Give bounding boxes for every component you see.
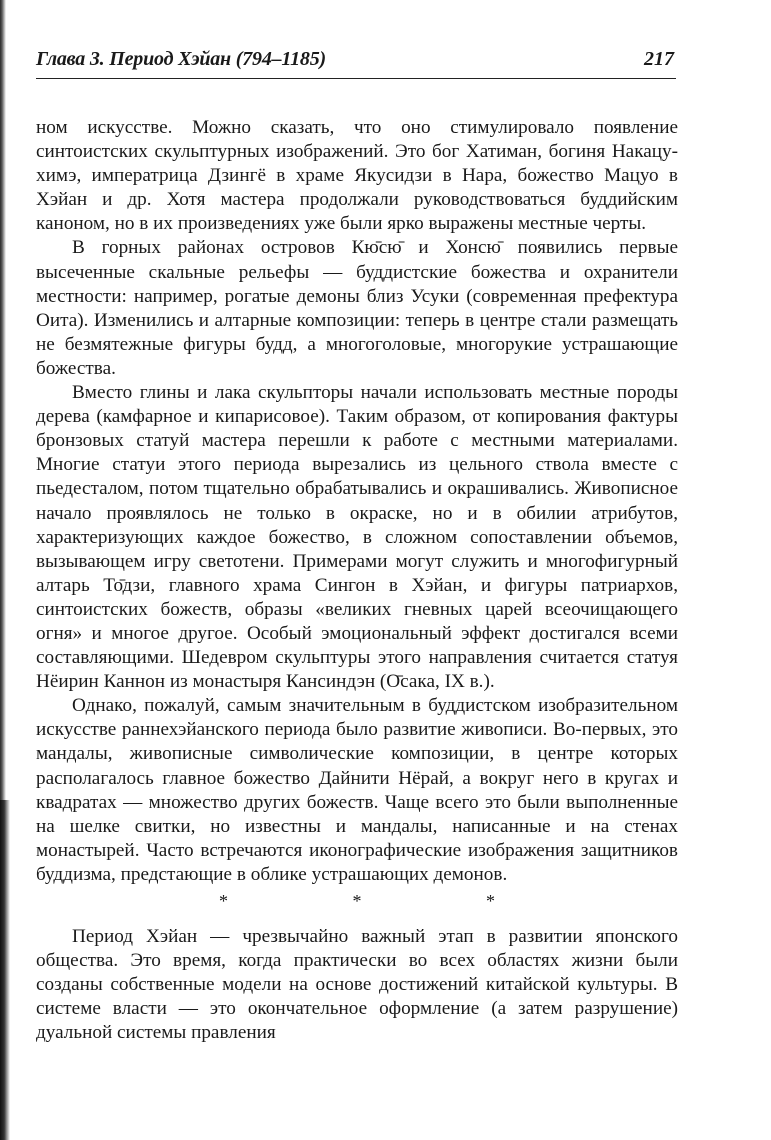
chapter-title: Глава 3. Период Хэйан (794–1185) <box>36 48 326 70</box>
scan-edge-shadow-lower <box>0 800 10 1140</box>
paragraph-5: Период Хэйан — чрезвычайно важный этап в развитии японского общества. Это время, когда практически во всех областях жизни были созданы собственные модели на основе достижений китайской культуры. В системе власти — это окончательное оформление (а затем разрушение) дуальной системы правления <box>36 926 678 1044</box>
page-body <box>36 116 678 1045</box>
paragraph-2: В горных районах островов Кю̄сю̄ и Хонсю̄ появились первые высеченные скальные рельефы — буддистские божества и охранители местности: например, рогатые демоны близ Усуки (современная префектура Оита). Изменились и алтарные композиции: теперь в центре стали размещать не безмятежные фигуры будд, а многоголовые, многорукие устрашающие божества. <box>36 237 678 379</box>
paragraph-4: Однако, пожалуй, самым значительным в буддистском изобразительном искусстве раннехэйанского периода было развитие живописи. Во-первых, это мандалы, живописные символические композиции, в центре которых располагалось главное божество Дайнити Нёрай, а вокруг него в кругах и квадратах — множество других божеств. Чаще всего это были выполненные на шелке свитки, но известны и мандалы, написанные и на стенах монастырей. Часто встречаются иконографические изображения защитников буддизма, предстающие в облике устрашающих демонов. <box>36 695 678 885</box>
page-number: 217 <box>644 48 674 70</box>
paragraph-1: ном искусстве. Можно сказать, что оно стимулировало появление синтоистских скульптурных изображений. Это бог Хатиман, богиня Накацу-химэ, императрица Дзингё в храме Якусидзи в Нара, божество Мацуо в Хэйан и др. Хотя мастера продолжали руководствоваться буддийским каноном, но в их произведениях уже были ярко выражены местные черты. <box>36 117 678 235</box>
paragraph-3: Вместо глины и лака скульпторы начали использовать местные породы дерева (камфарное и кипарисовое). Таким образом, от копирования фактуры бронзовых статуй мастера перешли к работе с местными материалами. Многие статуи этого периода вырезались из цельного ствола вместе с пьедесталом, потом тщательно обрабатывались и окрашивались. Живописное начало проявлялось не только в окраске, но и в обилии атрибутов, характеризующих каждое божество, в сложном сопоставлении объемов, вызывающем игру светотени. Примерами могут служить и многофигурный алтарь То̄дзи, главного храма Сингон в Хэйан, и фигуры патриархов, синтоистских божеств, образы «великих гневных царей всеочищающего огня» и многое другое. Особый эмоциональный эффект достигался всеми составляющими. Шедевром скульптуры этого направления считается статуя Нёирин Каннон из монастыря Кансиндэн (О̄сака, IX в.). <box>36 382 678 693</box>
running-header <box>36 44 676 79</box>
section-separator: * * * <box>219 891 555 911</box>
